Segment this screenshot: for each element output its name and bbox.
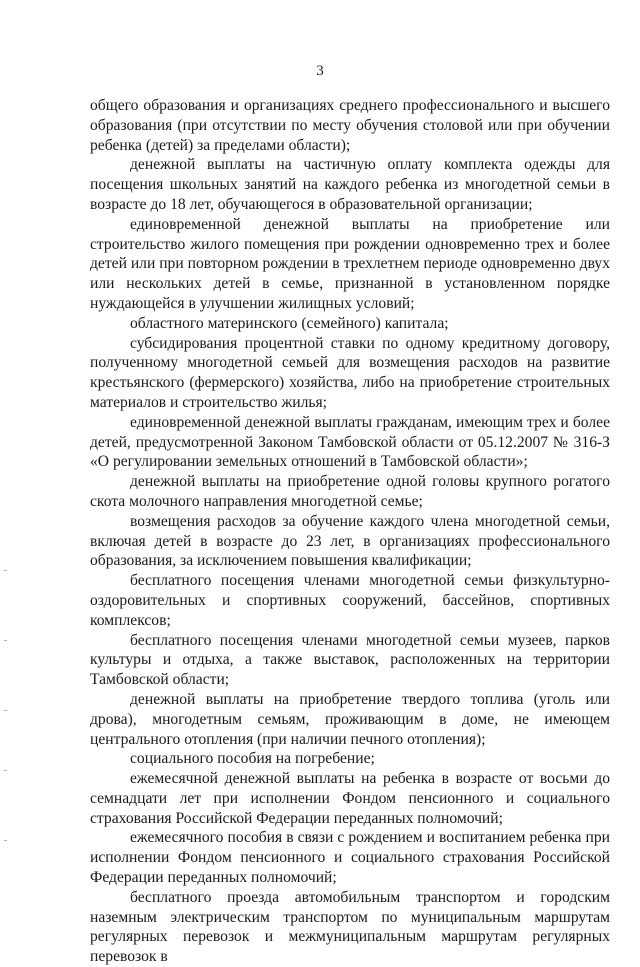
- paragraph: бесплатного посещения членами многодетной семьи физкультурно-оздоровительных и спортивных сооружений, бассейнов, спортивных комплексов;: [90, 572, 610, 629]
- paragraph: денежной выплаты на приобретение твердого топлива (уголь или дрова), многодетным семьям, проживающим в доме, не имеющем центрального отопления (при наличии печного отопления);: [90, 690, 610, 748]
- paragraph: общего образования и организациях среднего профессионального и высшего образования (при отсутствии по месту обучения столовой или при обучении ребенка (детей) за пределами области);: [90, 97, 610, 154]
- paragraph: субсидирования процентной ставки по одному кредитному договору, полученному многодетной семьей для возмещения расходов на развитие крестьянского (фермерского) хозяйства, либо на приобретение строительных материалов и строительство жилья;: [90, 334, 610, 411]
- paragraph: возмещения расходов за обучение каждого члена многодетной семьи, включая детей в возрасте до 23 лет, в организациях профессионального образования, за исключением повышения квалификации;: [90, 512, 610, 570]
- paragraph: ежемесячного пособия в связи с рождением и воспитанием ребенка при исполнении Фондом пенсионного и социального страхования Российской Федерации переданных полномочий;: [90, 829, 610, 887]
- paragraph: денежной выплаты на частичную оплату комплекта одежды для посещения школьных занятий на каждого ребенка из многодетной семьи в возрасте до 18 лет, обучающегося в образовательной организации;: [90, 156, 610, 213]
- paragraph: областного материнского (семейного) капитала;: [130, 314, 449, 332]
- page-number: 3: [316, 63, 324, 79]
- paragraph: единовременной денежной выплаты на приобретение или строительство жилого помещения при рождении одновременно трех и более детей или при повторном рождении в трехлетнем периоде одновременно двух или нескольких детей в семье, признанной в установленном порядке нуждающейся в улучшении жилищных условий;: [90, 215, 610, 312]
- paragraph: единовременной денежной выплаты гражданам, имеющим трех и более детей, предусмотренной Законом Тамбовской области от 05.12.2007 № 316-З «О регулировании земельных отношений в Тамбовской области»;: [90, 413, 610, 471]
- document-body: [90, 96, 610, 967]
- paragraph: социального пособия на погребение;: [130, 750, 375, 768]
- scan-margin-marks: [4, 560, 10, 880]
- paragraph: бесплатного проезда автомобильным транспортом и городским наземным электрическим транспортом по муниципальным маршрутам регулярных перевозок и межмуниципальным маршрутам регулярных перевозок в: [90, 888, 610, 966]
- paragraph: бесплатного посещения членами многодетной семьи музеев, парков культуры и отдыха, а также выставок, расположенных на территории Тамбовской области;: [90, 631, 610, 689]
- paragraph: денежной выплаты на приобретение одной головы крупного рогатого скота молочного направления многодетной семье;: [90, 473, 610, 510]
- paragraph: ежемесячной денежной выплаты на ребенка в возрасте от восьми до семнадцати лет при исполнении Фондом пенсионного и социального страхования Российской Федерации переданных полномочий;: [90, 770, 610, 827]
